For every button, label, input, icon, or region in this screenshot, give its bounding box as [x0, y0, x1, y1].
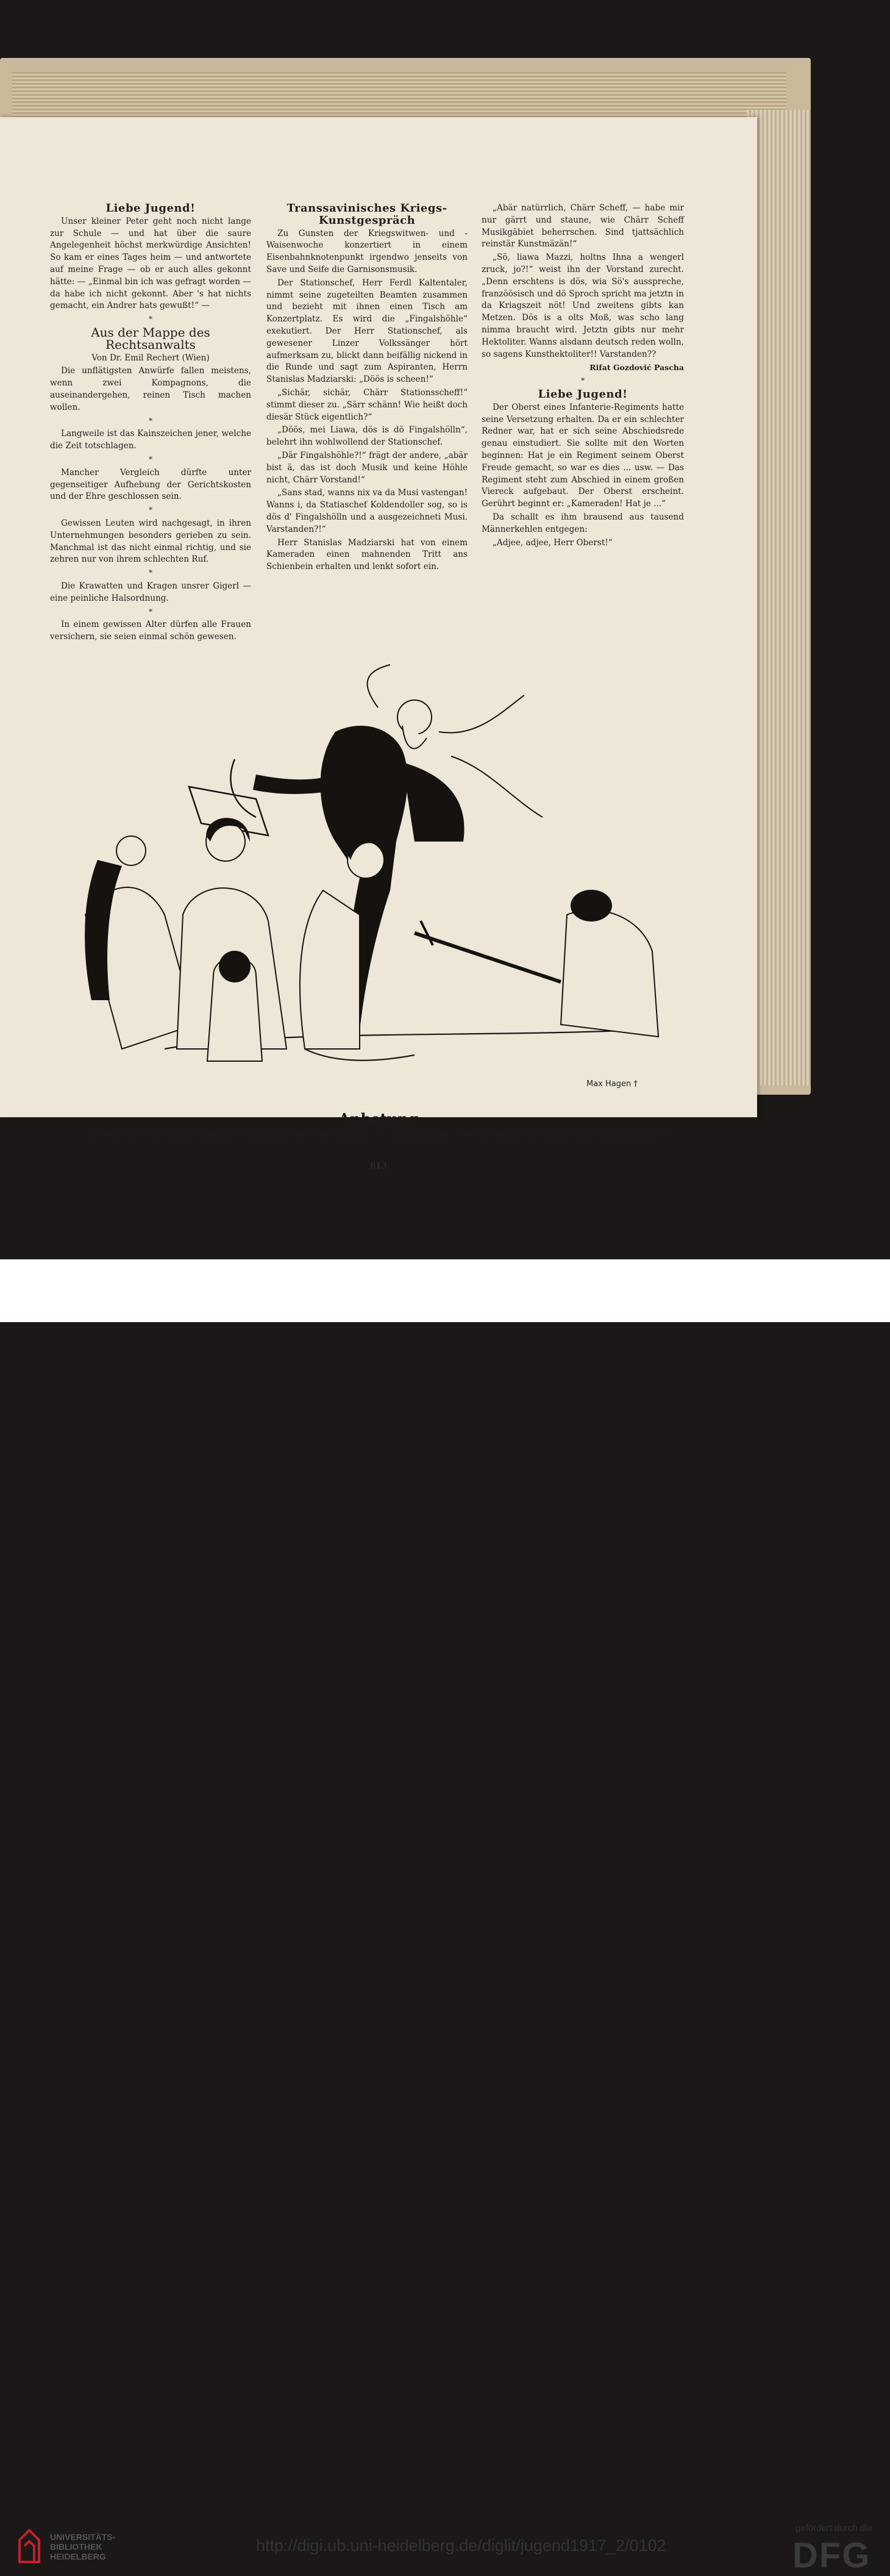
scanned-book-spread [0, 0, 890, 1259]
separator-star: * [149, 454, 152, 463]
paragraph: „Där Fingalshöhle?!“ frägt der andere, „abär bist ä, das ist doch Musik und keine Höhle nicht, Chärr Vorstand!“ [266, 450, 468, 485]
paragraph: „Adjee, adjee, Herr Oberst!“ [493, 537, 613, 548]
paragraph: „Sans stad, wanns nix va da Musi vastengan! Wanns i, da Statiaschef Koldendoller sog, so is dös d' Fingalshölln und a ausgezeichneti Musi. Varstanden?!“ [266, 488, 468, 534]
viewer-footer [0, 1259, 890, 2575]
permalink-url[interactable]: http://digi.ub.uni-heidelberg.de/diglit/jugend1917_2/0102 [256, 2536, 666, 2555]
university-logo-icon[interactable] [17, 2528, 43, 2564]
university-line: HEIDELBERG [50, 2552, 106, 2561]
university-line: UNIVERSITÄTS- [50, 2532, 116, 2542]
paragraph: Zu Gunsten der Kriegswitwen- und -Waisenwoche konzertiert in einem Eisenbahnknotenpunkt irgendwo jenseits von Save und Seife die Garnisonsmusik. [266, 228, 468, 274]
aphorism: Gewissen Leuten wird nachgesagt, in ihren Unternehmungen besonders gerieben zu sein. Manchmal ist das nicht einmal richtig, und sie zehren nur von ihrem schlechten Ruf. [50, 518, 251, 565]
separator-star: * [149, 416, 152, 425]
page-stack-top [12, 72, 786, 121]
paragraph: „Sichär, sichär, Chärr Stationsscheff!“ stimmt dieser zu. „Särr schänn! Wie heißt doch diesär Stück eigentlich?“ [266, 387, 468, 422]
paragraph: Da schallt es ihm brausend aus tausend Männerkehlen entgegen: [482, 512, 684, 534]
illustration-caption: „Göttlicher Meister, fordern Sie von mir, was Sie wollen!“ — „Dann, bitte, treten Sie mir ein paar Fleischmarken ab!“ [87, 1129, 669, 1140]
aphorism: Mancher Vergleich dürfte unter gegenseitiger Aufhebung der Gerichtskosten und der Ehre geschlossen sein. [50, 467, 251, 502]
signature: Rifat Gozdović Pascha [589, 363, 684, 373]
byline: Von Dr. Emil Rechert (Wien) [91, 352, 210, 363]
university-line: BIBLIOTHEK [50, 2542, 102, 2552]
magazine-page [0, 117, 757, 1171]
aphorism: Langweile ist das Kainszeichen jener, welche die Zeit totschlagen. [50, 429, 251, 451]
separator-star: * [149, 506, 152, 515]
floor-hatching [305, 1049, 415, 1061]
paragraph: Unser kleiner Peter geht noch nicht lange zur Schule — und hat über die saure Angelegenheit höchst merkwürdige Ansichten! So kam er eines Tages heim — und antwortete auf meine Frage — ob er auch alles gekonnt hätte: — „Einmal bin ich was gefragt worden — da habe ich nicht gekonnt. Aber 's hat nichts gemacht, ein Andrer hats gewußt!“ — [50, 216, 251, 311]
paragraph: „Abär natürrlich, Chärr Scheff, — habe mir nur gärrt und staune, wie Chärr Scheff Musikgäbiet beherrschen. Sind tjattsächlich reinstär Kunstmäzän!“ [482, 203, 684, 249]
university-name[interactable] [50, 2532, 115, 2561]
heading-liebe-jugend-2: Liebe Jugend! [538, 387, 628, 401]
heading-kriegs-kunstgespraech: Transsavinisches Kriegs-Kunstgespräch [287, 202, 447, 227]
paragraph: Herr Stanislas Madziarski hat von einem Kameraden einen mahnenden Tritt ans Schienbein erhalten und lenkt sofort ein. [266, 537, 468, 572]
page-number: 613 [370, 1161, 387, 1171]
separator-star: * [149, 568, 152, 578]
heading-liebe-jugend-1: Liebe Jugend! [105, 202, 196, 215]
left-column [50, 202, 251, 645]
separator-star: * [149, 315, 152, 324]
separator-star: * [581, 376, 585, 385]
sword [415, 921, 561, 982]
paragraph: Der Stationschef, Herr Ferdl Kaltentaler, nimmt seine zugeteilten Beamten zusammen und bezieht mit ihnen einen Tisch am Konzertplatz. Es wird die „Fingalshöhle“ exekutiert. Der Herr Stationschef, als gewesener Linzer Volkssänger hört aufmerksam zu, blickt dann beifällig nickend in die Runde und sagt zum Aspiranten, Herrn Stanislas Madziarski: „Döös is scheen!“ [266, 277, 468, 385]
dfg-logo[interactable]: DFG [792, 2536, 871, 2575]
illustration-anbetung [73, 659, 695, 1098]
right-column [482, 202, 684, 550]
middle-column [266, 202, 468, 574]
artist-signature: Max Hagen † [586, 1079, 638, 1089]
paragraph: „Sö, liawa Mazzi, holtns Ihna a wengerl zruck, jo?!“ weist ihn der Vorstand zurecht. „Denn erschtens is dös, wia Sö's ausspreche, franzöösisch und dö Sproch spricht ma jetztn in da Kriagszeit nöt! Und zweitens gibts kan Metzen. Dös is a olts Moß, was scho lang nimma braucht wird. Jetztn gibts nur mehr Hektoliter. Wanns alsdann deutsch reden wolln, so sagens Kunsthektoliter!! Varstanden?? [482, 252, 684, 359]
separator-star: * [149, 607, 152, 616]
heading-rechtsanwalt: Aus der Mappe des Rechtsanwalts [91, 324, 210, 352]
paragraph: „Döös, mei Liawa, dös is dö Fingalshölln“, belehrt ihn wohlwollend der Stationschef. [266, 425, 468, 448]
funding-label: gefördert durch die [796, 2523, 872, 2533]
illustration-title: Anbetung [338, 1110, 419, 1128]
paragraph: Der Oberst eines Infanterie-Regiments hatte seine Versetzung erhalten. Da er ein schlechter Redner war, hat er sich seine Abschiedsrede genau einstudiert. Sie sollte mit den Worten beginnen: Hat je ein Regiment seinem Oberst Freude gemacht, so war es dies ... usw. — Das Regiment steht zum Abschied in einem großen Viereck aufgebaut. Der Oberst erscheint. Gerührt beginnt er: „Kameraden! Hat je ...“ [482, 402, 684, 509]
aphorism: Die Krawatten und Kragen unsrer Gigerl — eine peinliche Halsordnung. [50, 581, 251, 603]
aphorism: In einem gewissen Alter dürfen alle Frauen versichern, sie seien einmal schön gewesen. [50, 620, 251, 642]
aphorism: Die unflätigsten Anwürfe fallen meistens, wenn zwei Kompagnons, die auseinandergehen, reinen Tisch machen wollen. [50, 366, 251, 412]
